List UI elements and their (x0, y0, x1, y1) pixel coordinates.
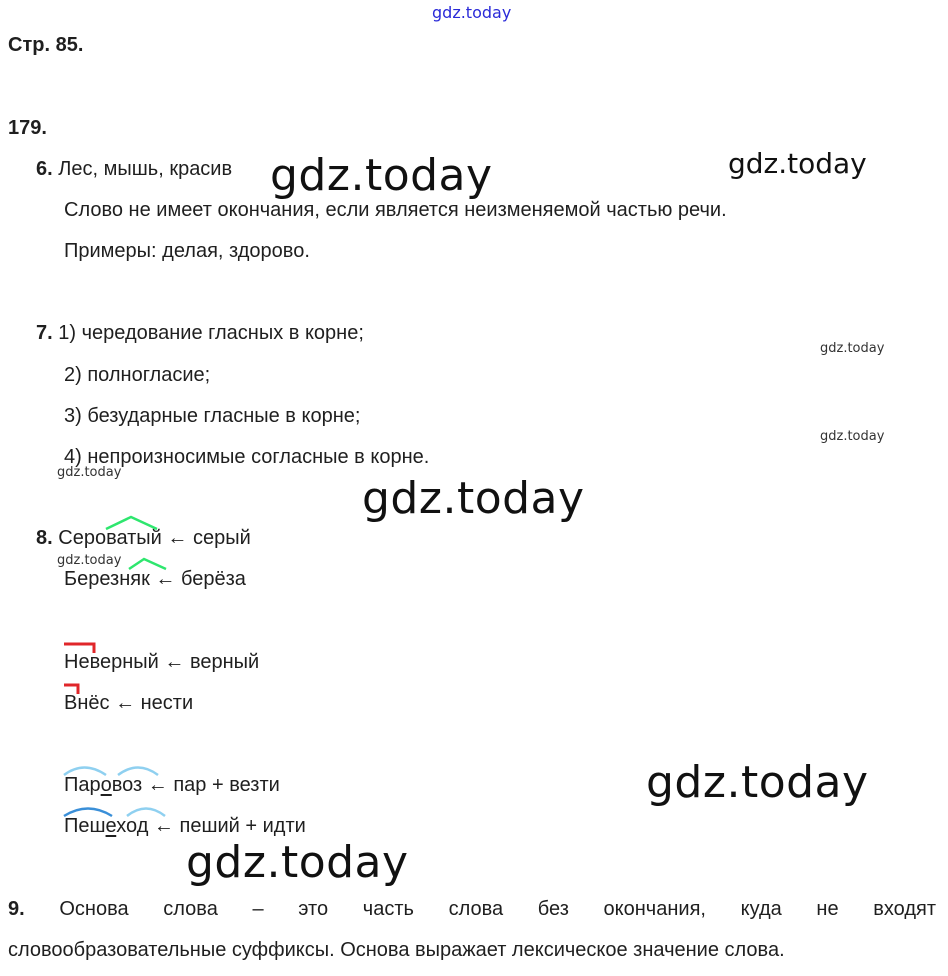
page-reference: Стр. 85. (8, 34, 84, 56)
arrow-left: ← (109, 692, 141, 714)
task-6-examples: Примеры: делая, здорово. (64, 240, 310, 262)
derived-word-part: Пар (64, 774, 101, 796)
task-7-item-1 (36, 322, 364, 345)
task-6-words: Лес, мышь, красив (58, 158, 233, 180)
watermark-small: gdz.today (57, 553, 122, 568)
connecting-vowel: е (105, 815, 117, 837)
task-9-line-1 (8, 898, 936, 921)
watermark: gdz.today (186, 837, 409, 888)
task-8-number: 8. (36, 527, 53, 549)
task-7-item-2: 2) полногласие; (64, 364, 211, 386)
derived-word-part: ход (116, 815, 149, 837)
watermark-small: gdz.today (57, 465, 122, 480)
task-8-row-1 (36, 527, 251, 550)
arrow-left: ← (149, 568, 181, 590)
derived-word: Березняк (64, 568, 150, 590)
task-8-row-3 (64, 651, 259, 674)
watermark-small: gdz.today (820, 341, 885, 356)
watermark: gdz.today (646, 757, 869, 808)
source-word: пар + везти (173, 774, 280, 796)
task-7-number: 7. (36, 322, 53, 344)
task-9-text: Основа слова – это часть слова без окончания, куда не входят (59, 898, 936, 920)
derived-word: Сероватый (58, 527, 162, 549)
arrow-left: ← (142, 774, 174, 796)
exercise-number: 179. (8, 117, 47, 139)
task-9-number: 9. (8, 898, 25, 920)
task-6-line-1 (36, 158, 232, 181)
connecting-vowel: о (100, 774, 112, 796)
source-word: серый (192, 527, 251, 549)
task-8-row-4 (64, 692, 193, 715)
source-word: нести (140, 692, 194, 714)
derived-word-part: Пеш (64, 815, 106, 837)
derived-word-part: воз (111, 774, 143, 796)
watermark-top: gdz.today (432, 3, 512, 22)
watermark: gdz.today (728, 147, 867, 180)
watermark: gdz.today (270, 150, 493, 201)
arrow-left: ← (161, 527, 193, 549)
task-7-item-4: 4) непроизносимые согласные в корне. (64, 446, 430, 468)
source-word: берёза (180, 568, 246, 590)
task-7-item-3: 3) безударные гласные в корне; (64, 405, 361, 427)
task-9-line-2: словообразовательные суффиксы. Основа выражает лексическое значение слова. (8, 939, 785, 961)
task-6-rule: Слово не имеет окончания, если является неизменяемой частью речи. (64, 199, 727, 221)
derived-word: Внёс (64, 692, 110, 714)
watermark-small: gdz.today (820, 429, 885, 444)
arrow-left: ← (148, 815, 180, 837)
watermark: gdz.today (362, 473, 585, 524)
task-8-row-2 (64, 568, 246, 591)
source-word: пеший + идти (179, 815, 306, 837)
source-word: верный (189, 651, 260, 673)
task-8-row-6 (64, 815, 306, 838)
derived-word: Неверный (64, 651, 159, 673)
task-7-item-1-text: 1) чередование гласных в корне; (58, 322, 364, 344)
task-8-row-5 (64, 774, 280, 797)
arrow-left: ← (158, 651, 190, 673)
task-6-number: 6. (36, 158, 53, 180)
